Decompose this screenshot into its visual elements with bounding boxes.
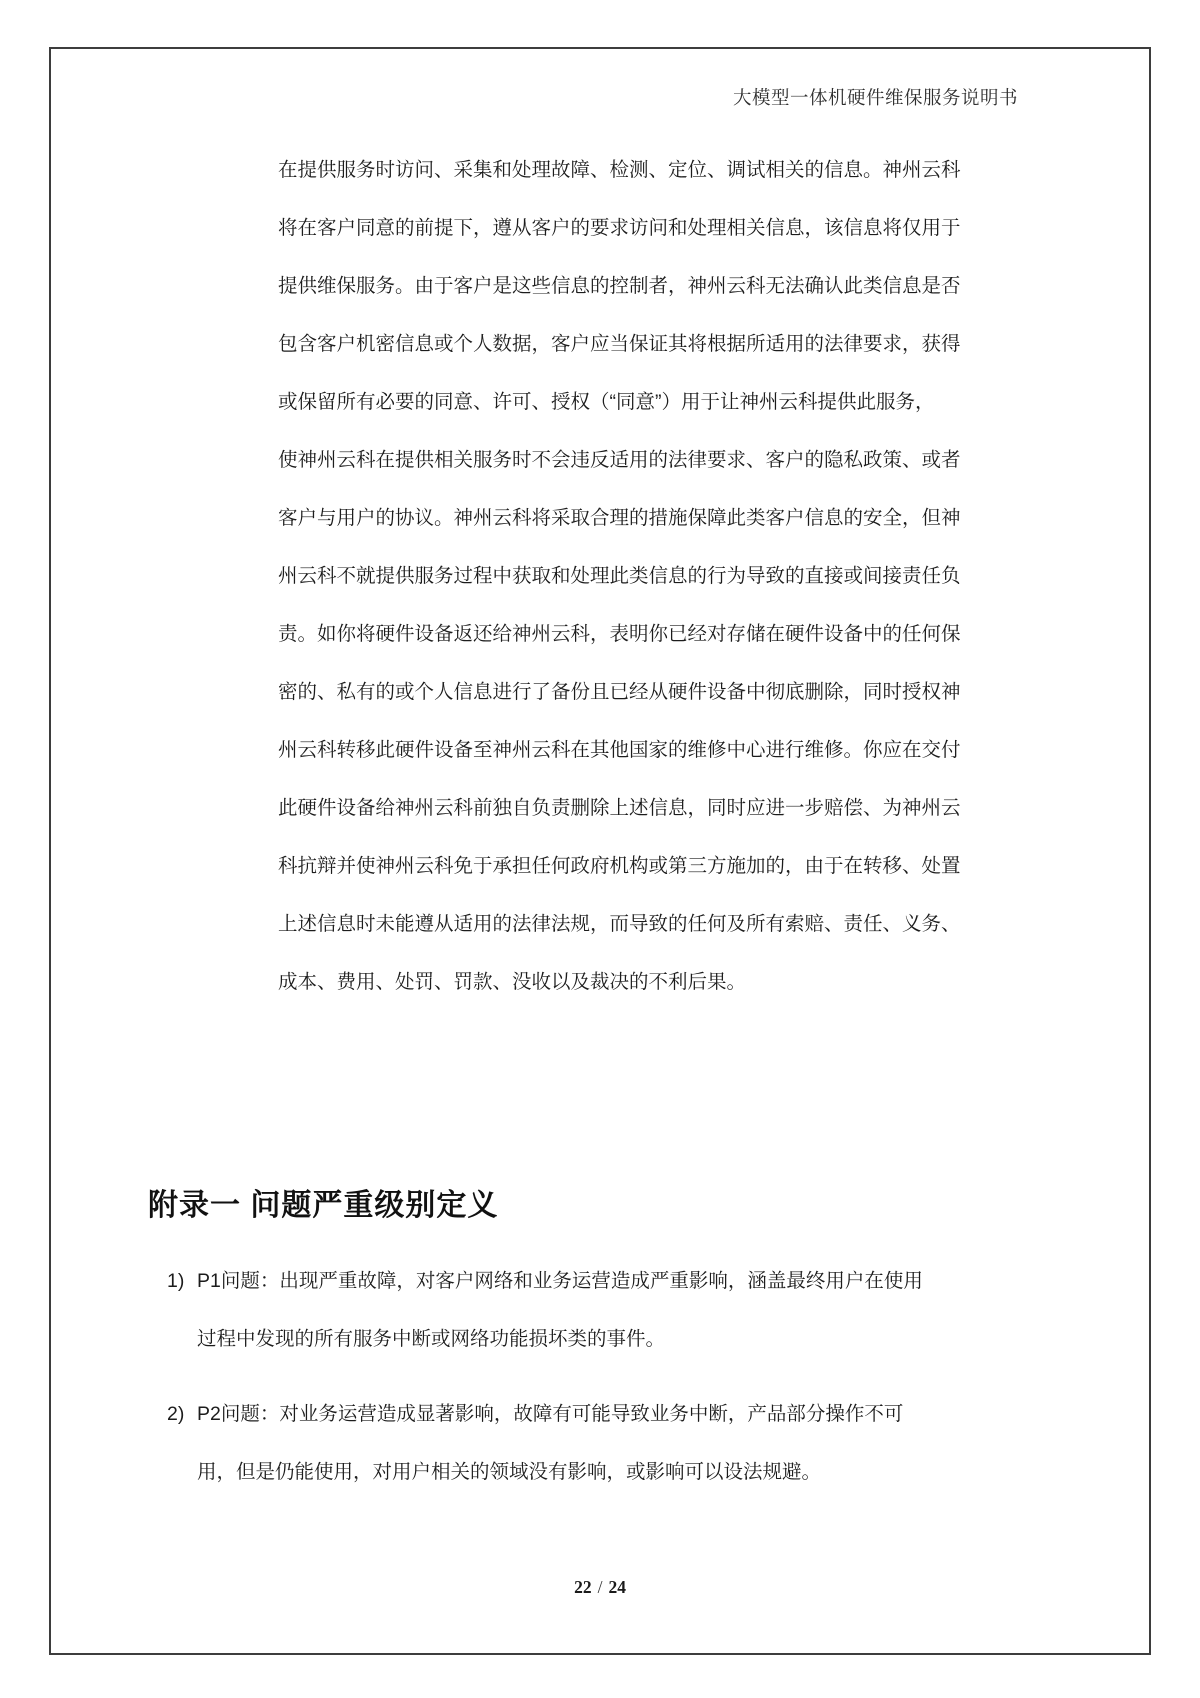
list-item-p2	[167, 1385, 977, 1501]
list-line: P2问题：对业务运营造成显著影响，故障有可能导致业务中断，产品部分操作不可	[197, 1403, 904, 1425]
list-marker: 2)	[167, 1403, 185, 1425]
page-header-title: 大模型一体机硬件维保服务说明书	[732, 89, 1018, 109]
paragraph-line: 上述信息时未能遵从适用的法律法规，而导致的任何及所有索赔、责任、义务、	[278, 913, 961, 935]
severity-definition-list	[167, 1252, 977, 1518]
list-item-text	[197, 1385, 977, 1501]
paragraph-line: 客户与用户的协议。神州云科将采取合理的措施保障此类客户信息的安全，但神	[278, 507, 961, 529]
list-line: 用，但是仍能使用，对用户相关的领域没有影响，或影响可以设法规避。	[197, 1461, 822, 1483]
paragraph-line: 科抗辩并使神州云科免于承担任何政府机构或第三方施加的，由于在转移、处置	[278, 855, 961, 877]
list-item-text	[197, 1252, 977, 1368]
paragraph-line: 提供维保服务。由于客户是这些信息的控制者，神州云科无法确认此类信息是否	[278, 275, 961, 297]
paragraph-line: 将在客户同意的前提下，遵从客户的要求访问和处理相关信息，该信息将仅用于	[278, 217, 961, 239]
paragraph-line: 州云科转移此硬件设备至神州云科在其他国家的维修中心进行维修。你应在交付	[278, 739, 961, 761]
paragraph-line: 成本、费用、处罚、罚款、没收以及裁决的不利后果。	[278, 971, 747, 993]
paragraph-line: 此硬件设备给神州云科前独自负责删除上述信息，同时应进一步赔偿、为神州云	[278, 797, 961, 819]
paragraph-line: 包含客户机密信息或个人数据，客户应当保证其将根据所适用的法律要求，获得	[278, 333, 961, 355]
paragraph-line: 责。如你将硬件设备返还给神州云科，表明你已经对存储在硬件设备中的任何保	[278, 623, 961, 645]
list-line: P1问题：出现严重故障，对客户网络和业务运营造成严重影响，涵盖最终用户在使用	[197, 1270, 923, 1292]
paragraph-line: 州云科不就提供服务过程中获取和处理此类信息的行为导致的直接或间接责任负	[278, 565, 961, 587]
appendix-heading: 附录一 问题严重级别定义	[148, 1189, 499, 1222]
list-item-p1	[167, 1252, 977, 1368]
page-number-current: 22	[574, 1577, 592, 1597]
list-marker: 1)	[167, 1270, 185, 1292]
page-number-separator: /	[597, 1577, 603, 1597]
list-line: 过程中发现的所有服务中断或网络功能损坏类的事件。	[197, 1328, 666, 1350]
page-footer	[0, 1577, 1200, 1598]
paragraph-line: 使神州云科在提供相关服务时不会违反适用的法律要求、客户的隐私政策、或者	[278, 449, 961, 471]
paragraph-line: 在提供服务时访问、采集和处理故障、检测、定位、调试相关的信息。神州云科	[278, 159, 961, 181]
paragraph-line: 或保留所有必要的同意、许可、授权（“同意”）用于让神州云科提供此服务，	[278, 391, 935, 413]
page-number-total: 24	[608, 1577, 626, 1597]
body-paragraph	[278, 141, 978, 1011]
paragraph-line: 密的、私有的或个人信息进行了备份且已经从硬件设备中彻底删除，同时授权神	[278, 681, 961, 703]
